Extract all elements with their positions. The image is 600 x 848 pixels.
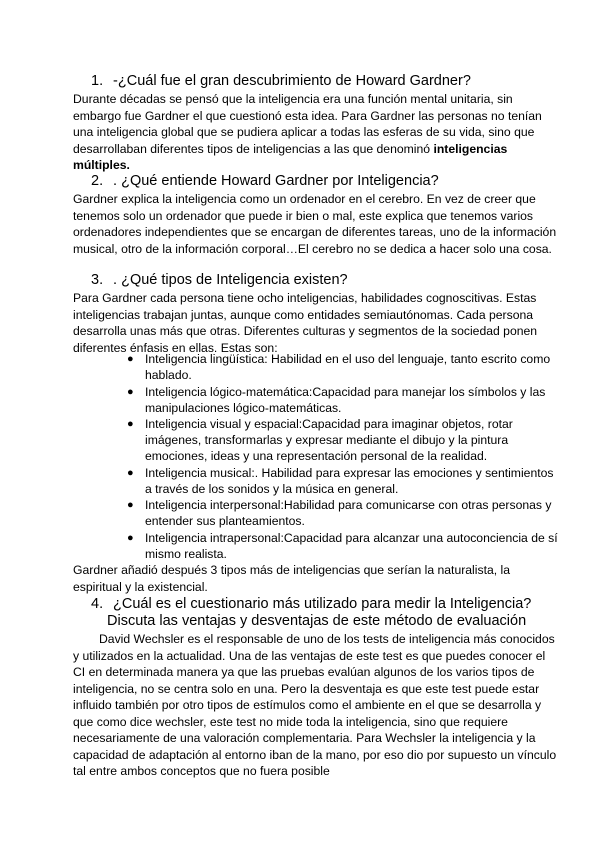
- answer-2-paragraph: Gardner explica la inteligencia como un ordenador en el cerebro. En vez de creer que tenemos solo un ordenador que puede ir bien o mal, este explica que tenemos varios ordenadores independientes que se encargan de diferentes tareas, uno de la información musical, otro de la información corporal…El cerebro no se dedica a hacer solo una cosa.: [73, 192, 557, 256]
- question-text: . ¿Qué tipos de Inteligencia existen?: [113, 272, 348, 288]
- list-item: ● Inteligencia visual y espacial:Capacidad para imaginar objetos, rotar imágenes, transformarlas y expresar mediante el dibujo y la pintura emociones, ideas y una representación personal de la realidad.: [127, 417, 513, 463]
- question-text: ¿Cuál es el cuestionario más utilizado para medir la Inteligencia?: [113, 596, 532, 612]
- question-text-line-2: Discuta las ventajas y desventajas de este método de evaluación: [107, 613, 527, 629]
- list-item: ● Inteligencia intrapersonal:Capacidad para alcanzar una autoconciencia de sí mismo realista.: [127, 530, 558, 561]
- question-text: . ¿Qué entiende Howard Gardner por Inteligencia?: [113, 173, 439, 189]
- answer-1-text: Durante décadas se pensó que la inteligencia era una función mental unitaria, sin embargo fue Gardner el que cuestionó esta idea. Para Gardner las personas no tenían una inteligencia global que se pudiera aplicar a todas las esferas de su vida, sino que desarrollaban diferentes tipos de inteligencias a las que denominó: [73, 92, 542, 156]
- question-1-heading: [91, 73, 560, 90]
- question-2-heading: [91, 173, 560, 190]
- question-text: -¿Cuál fue el gran descubrimiento de Howard Gardner?: [113, 73, 471, 89]
- question-3-heading: [91, 272, 560, 289]
- intelligence-types-list: [73, 351, 560, 562]
- question-number: 2.: [91, 173, 104, 189]
- bullet-icon: ●: [127, 418, 134, 430]
- question-number: 1.: [91, 73, 104, 89]
- question-number: 3.: [91, 272, 104, 288]
- question-4-heading: [91, 596, 560, 630]
- list-item: ● Inteligencia lingüística: Habilidad en el uso del lenguaje, tanto escrito como hablado.: [127, 352, 551, 382]
- answer-4-body: David Wechsler es el responsable de uno de los tests de inteligencia más conocidos y utilizados en la actualidad. Una de las ventajas de este test es que puedes conocer el CI en determinada manera ya que las pruebas evalúan algunos de los varios tipos de inteligencia, no se centra solo en una. Pero la desventaja es que este test puede estar influido también por otro tipos de estímulos como el ambiente en el que se desarrolla y que como dice wechsler, este test no mide toda la inteligencia, sino que requiere necesariamente de una valoración complementaria. Para Wechsler la inteligencia y la capacidad de adaptación al entorno iban de la mano, por eso dio por supuesto un vínculo tal entre ambos conceptos que no fuera posible: [73, 632, 557, 778]
- bullet-icon: ●: [127, 353, 134, 365]
- list-item: ● Inteligencia musical:. Habilidad para expresar las emociones y sentimientos a través de los sonidos y la música en general.: [127, 465, 554, 496]
- answer-3-outro: Gardner añadió después 3 tipos más de inteligencias que serían la naturalista, la espiritual y la existencial.: [73, 563, 510, 594]
- answer-1-paragraph: [73, 91, 560, 174]
- list-item: ● Inteligencia interpersonal:Habilidad para comunicarse con otras personas y entender sus planteamientos.: [127, 498, 552, 528]
- question-number: 4.: [91, 596, 104, 612]
- bullet-icon: ●: [127, 499, 134, 511]
- bullet-icon: ●: [127, 385, 134, 398]
- bullet-icon: ●: [127, 466, 134, 479]
- answer-3-intro: Para Gardner cada persona tiene ocho inteligencias, habilidades cognoscitivas. Estas inteligencias trabajan juntas, aunque como entidades semiautónomas. Cada persona desarrolla unas más que otras. Diferentes culturas y segmentos de la sociedad ponen diferentes énfasis en ellas. Estas son:: [73, 291, 538, 355]
- bullet-icon: ●: [127, 531, 134, 544]
- answer-1-bold-term: inteligencias múltiples.: [73, 141, 508, 172]
- list-item: ● Inteligencia lógico-matemática:Capacidad para manejar los símbolos y las manipulaciones lógico-matemáticas.: [127, 384, 546, 415]
